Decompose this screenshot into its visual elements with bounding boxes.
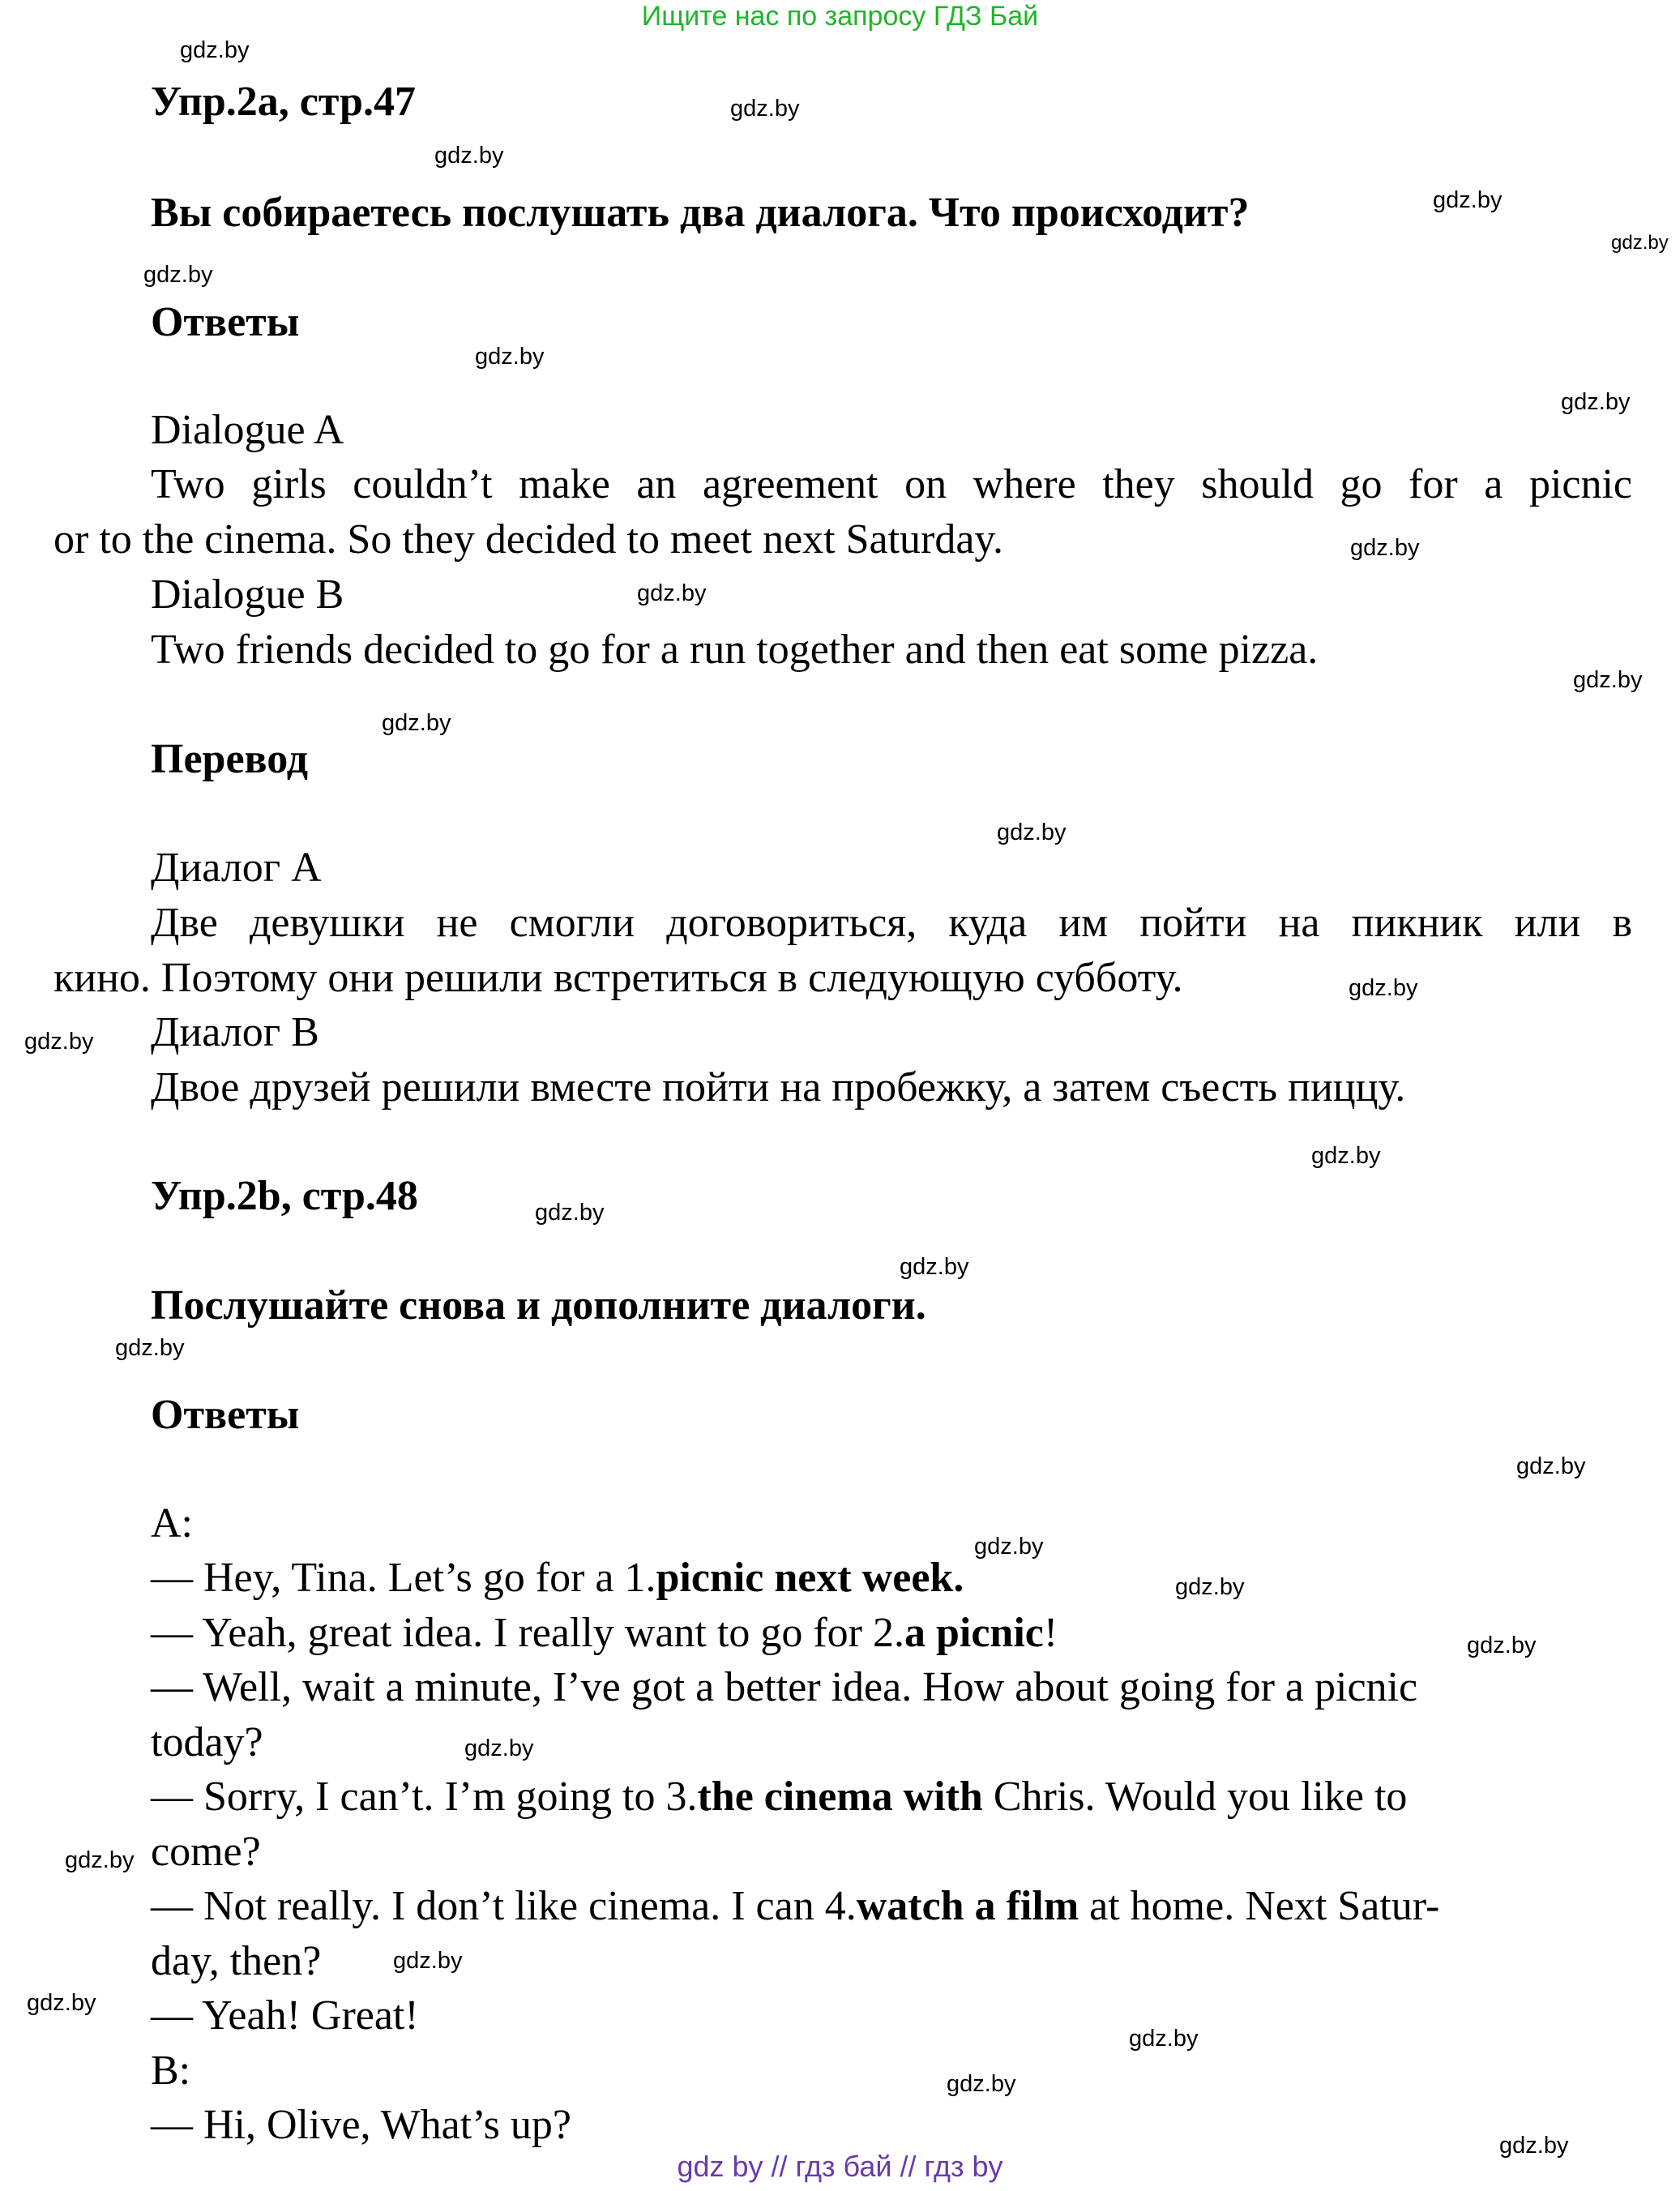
dialogue-b-label: Dialogue B xyxy=(151,571,344,618)
watermark: gdz.by xyxy=(730,96,800,122)
footer-links: gdz by // гдз бай // гдз by xyxy=(677,2150,1003,2183)
search-banner: Ищите нас по запросу ГДЗ Бай xyxy=(641,1,1039,32)
watermark: gdz.by xyxy=(997,819,1067,845)
ru-dialogue-a-label: Диалог А xyxy=(151,845,322,891)
ru-dialogue-b-label: Диалог В xyxy=(151,1009,319,1055)
watermark: gdz.by xyxy=(115,1335,185,1361)
watermark: gdz.by xyxy=(1516,1453,1586,1479)
watermark: gdz.by xyxy=(1350,535,1420,561)
dialogue-line-4: — Sorry, I can’t. I’m going to 3.the cinema with Chris. Would you like to xyxy=(151,1774,1408,1820)
dialogue-a-label: Dialogue A xyxy=(151,407,344,453)
exercise-2a-task: Вы собираетесь послушать два диалога. Что происходит? xyxy=(151,190,1250,236)
watermark: gdz.by xyxy=(947,2071,1016,2097)
dialogue-b-marker: B: xyxy=(151,2048,191,2094)
translation-heading: Перевод xyxy=(151,736,309,782)
watermark: gdz.by xyxy=(24,1029,94,1055)
dialogue-line-5-cont: day, then? xyxy=(151,1938,322,1984)
watermark: gdz.by xyxy=(974,1534,1044,1560)
watermark: gdz.by xyxy=(1311,1143,1381,1169)
watermark: gdz.by xyxy=(180,37,250,63)
watermark: gdz.by xyxy=(464,1735,534,1761)
watermark: gdz.by xyxy=(434,143,504,169)
watermark: gdz.by xyxy=(1611,232,1669,254)
watermark: gdz.by xyxy=(1499,2133,1569,2159)
watermark: gdz.by xyxy=(475,344,545,370)
watermark: gdz.by xyxy=(382,710,451,736)
exercise-2b-title: Упр.2b, стр.48 xyxy=(151,1173,418,1219)
watermark: gdz.by xyxy=(393,1948,463,1974)
answers-heading: Ответы xyxy=(151,299,300,345)
dialogue-a-marker: A: xyxy=(151,1500,193,1547)
watermark: gdz.by xyxy=(637,580,707,606)
ru-dialogue-b-text: Двое друзей решили вместе пойти на пробежку, а затем съесть пиццу. xyxy=(151,1064,1406,1110)
dialogue-line-7: — Hi, Olive, What’s up? xyxy=(151,2102,571,2148)
exercise-2b-task: Послушайте снова и дополните диалоги. xyxy=(151,1282,926,1329)
dialogue-line-5: — Not really. I don’t like cinema. I can 4.watch a film at home. Next Satur- xyxy=(151,1883,1440,1929)
watermark: gdz.by xyxy=(535,1200,605,1226)
answers-heading-2b: Ответы xyxy=(151,1392,300,1438)
watermark: gdz.by xyxy=(1129,2026,1199,2052)
watermark: gdz.by xyxy=(1433,187,1503,213)
watermark: gdz.by xyxy=(1561,389,1631,415)
watermark: gdz.by xyxy=(1349,975,1418,1001)
watermark: gdz.by xyxy=(65,1847,135,1873)
dialogue-b-text: Two friends decided to go for a run together and then eat some pizza. xyxy=(151,627,1319,673)
ru-dialogue-a-text-line1: Две девушки не смогли договориться, куда им пойти на пикник или в xyxy=(151,900,1632,946)
dialogue-line-2: — Yeah, great idea. I really want to go for 2.a picnic! xyxy=(151,1610,1058,1656)
exercise-2a-title: Упр.2а, стр.47 xyxy=(151,79,416,125)
watermark: gdz.by xyxy=(900,1254,969,1280)
watermark: gdz.by xyxy=(1467,1633,1537,1658)
dialogue-line-1: — Hey, Tina. Let’s go for a 1.picnic next week. xyxy=(151,1555,964,1601)
dialogue-line-3-cont: today? xyxy=(151,1719,263,1765)
dialogue-a-text-line1: Two girls couldn’t make an agreement on where they should go for a picnic xyxy=(151,461,1632,507)
ru-dialogue-a-text-line2: кино. Поэтому они решили встретиться в следующую субботу. xyxy=(53,955,1183,1001)
dialogue-line-4-cont: come? xyxy=(151,1829,261,1875)
watermark: gdz.by xyxy=(1573,667,1643,693)
dialogue-a-text-line2: or to the cinema. So they decided to meet next Saturday. xyxy=(53,516,1004,563)
dialogue-line-6: — Yeah! Great! xyxy=(151,1992,419,2039)
dialogue-line-3: — Well, wait a minute, I’ve got a better idea. How about going for a picnic xyxy=(151,1664,1418,1710)
watermark: gdz.by xyxy=(27,1990,96,2016)
watermark: gdz.by xyxy=(143,262,213,288)
watermark: gdz.by xyxy=(1175,1574,1245,1600)
